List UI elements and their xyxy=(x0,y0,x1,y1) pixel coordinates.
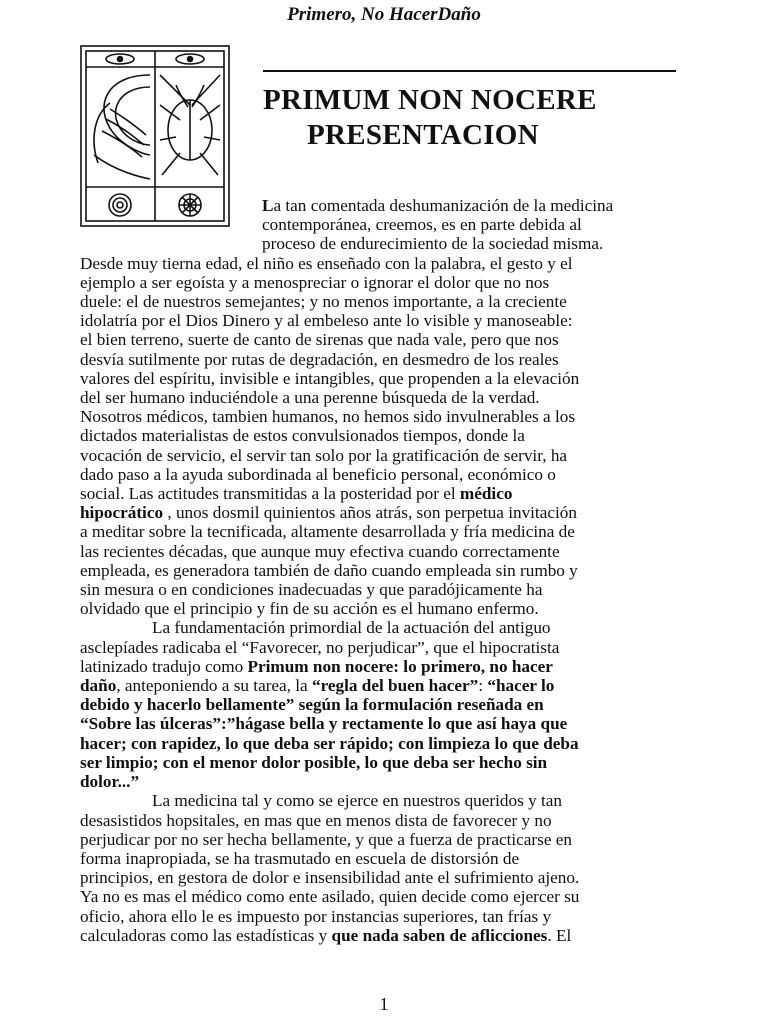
text-line: del ser humano induciéndole a una perenne búsqueda de la verdad. xyxy=(80,388,540,408)
text-line: Ya no es mas el médico como ente asilado, quien decide como ejercer su xyxy=(80,887,580,907)
text-line: las recientes décadas, que aunque muy efectiva cuando correctamente xyxy=(80,541,560,561)
text-line: contemporánea, creemos, es en parte debida al xyxy=(262,215,582,235)
body-text xyxy=(80,196,706,945)
text-line xyxy=(80,503,706,522)
bold-span: “hacer lo xyxy=(487,676,555,696)
text-line: dictados materialistas de estos convulsionados tiempos, donde la xyxy=(80,426,525,446)
text-span: a tan comentada deshumanización de la medicina xyxy=(273,196,614,215)
text-line: olvidado que el principio y fin de su acción es el humano enfermo. xyxy=(80,599,539,619)
title-rule xyxy=(263,70,676,72)
text-line: empleada, es generadora también de daño cuando empleada sin rumbo y xyxy=(80,560,578,580)
text-line: La medicina tal y como se ejerce en nuestros queridos y tan xyxy=(152,791,562,811)
text-line xyxy=(80,926,706,945)
text-line: dolor...” xyxy=(80,772,140,792)
text-span: : xyxy=(478,676,488,696)
text-line: Nosotros médicos, tambien humanos, no hemos sido invulnerables a los xyxy=(80,407,576,427)
title-line-2: PRESENTACION xyxy=(307,119,539,151)
text-span: , unos dosmil quinientos años atrás, son perpetua invitación xyxy=(163,503,577,523)
bold-span: “regla del buen hacer” xyxy=(311,676,479,696)
text-line xyxy=(80,657,706,676)
text-line: principios, en gestora de dolor e insensibilidad ante el sufrimiento ajeno. xyxy=(80,868,580,888)
bold-span: Primum non nocere: lo primero, no hacer xyxy=(247,656,553,676)
text-line: proceso de endurecimiento de la sociedad misma. xyxy=(262,234,604,254)
text-span: latinizado tradujo como xyxy=(80,656,248,676)
text-line: a meditar sobre la tecnificada, altamente desarrollada y fría medicina de xyxy=(80,522,575,542)
text-line: sin mesura o en condiciones inadecuadas y que paradójicamente ha xyxy=(80,580,543,600)
text-line: vocación de servicio, el servir tan solo por la gratificación de servir, ha xyxy=(80,445,568,465)
bold-span: médico xyxy=(459,484,513,504)
text-line: oficio, ahora ello le es impuesto por instancias superiores, tan frías y xyxy=(80,906,552,926)
text-line: asclepíades radicaba el “Favorecer, no perjudicar”, que el hipocratista xyxy=(80,637,560,657)
text-line: dado paso a la ayuda subordinada al beneficio personal, económico o xyxy=(80,464,556,484)
drop-cap: L xyxy=(262,196,274,215)
text-line: ejemplo a ser egoísta y a menospreciar o ignorar el dolor que no nos xyxy=(80,272,550,292)
text-line: valores del espíritu, invisible e intangibles, que propenden a la elevación xyxy=(80,368,580,388)
title-line-1: PRIMUM NON NOCERE xyxy=(263,84,597,116)
text-span: calculadoras como las estadísticas y xyxy=(80,925,332,945)
text-line xyxy=(80,484,706,503)
text-line: perjudicar por no ser hecha bellamente, y que a fuerza de practicarse en xyxy=(80,829,572,849)
text-line: debido y hacerlo bellamente” según la formulación reseñada en xyxy=(80,695,544,715)
text-line: duele: el de nuestros semejantes; y no menos importante, a la creciente xyxy=(80,292,567,312)
bold-span: que nada saben de aflicciones xyxy=(331,925,548,945)
text-line: idolatría por el Dios Dinero y al embeleso ante lo visible y manoseable: xyxy=(80,311,573,331)
bold-span: hipocrático xyxy=(80,503,164,523)
text-line: desvía sutilmente por rutas de degradación, en desmedro de los reales xyxy=(80,349,559,369)
text-line: La fundamentación primordial de la actuación del antiguo xyxy=(152,618,551,638)
running-header: Primero, No HacerDaño xyxy=(287,4,481,25)
text-span: social. Las actitudes transmitidas a la posteridad por el xyxy=(80,484,460,504)
text-line: desasistidos hopsitales, en mas que en menos dista de favorecer y no xyxy=(80,810,552,830)
text-line: forma inapropiada, se ha trasmutado en escuela de distorsión de xyxy=(80,848,520,868)
text-line: hacer; con rapidez, lo que deba ser rápido; con limpieza lo que deba xyxy=(80,733,579,753)
text-line xyxy=(80,676,706,695)
page-number: 1 xyxy=(379,994,389,1014)
text-line: ser limpio; con el menor dolor posible, lo que deba ser hecho sin xyxy=(80,752,548,772)
text-line: el bien terreno, suerte de canto de sirenas que nada vale, pero que nos xyxy=(80,330,559,350)
text-span: . El xyxy=(547,925,572,945)
text-line xyxy=(80,196,706,215)
text-span: , anteponiendo a su tarea, la xyxy=(116,676,312,696)
bold-span: daño xyxy=(80,676,117,696)
text-line: “Sobre las úlceras”:”hágase bella y rectamente lo que así haya que xyxy=(80,714,568,734)
text-line: Desde muy tierna edad, el niño es enseñado con la palabra, el gesto y el xyxy=(80,253,573,273)
